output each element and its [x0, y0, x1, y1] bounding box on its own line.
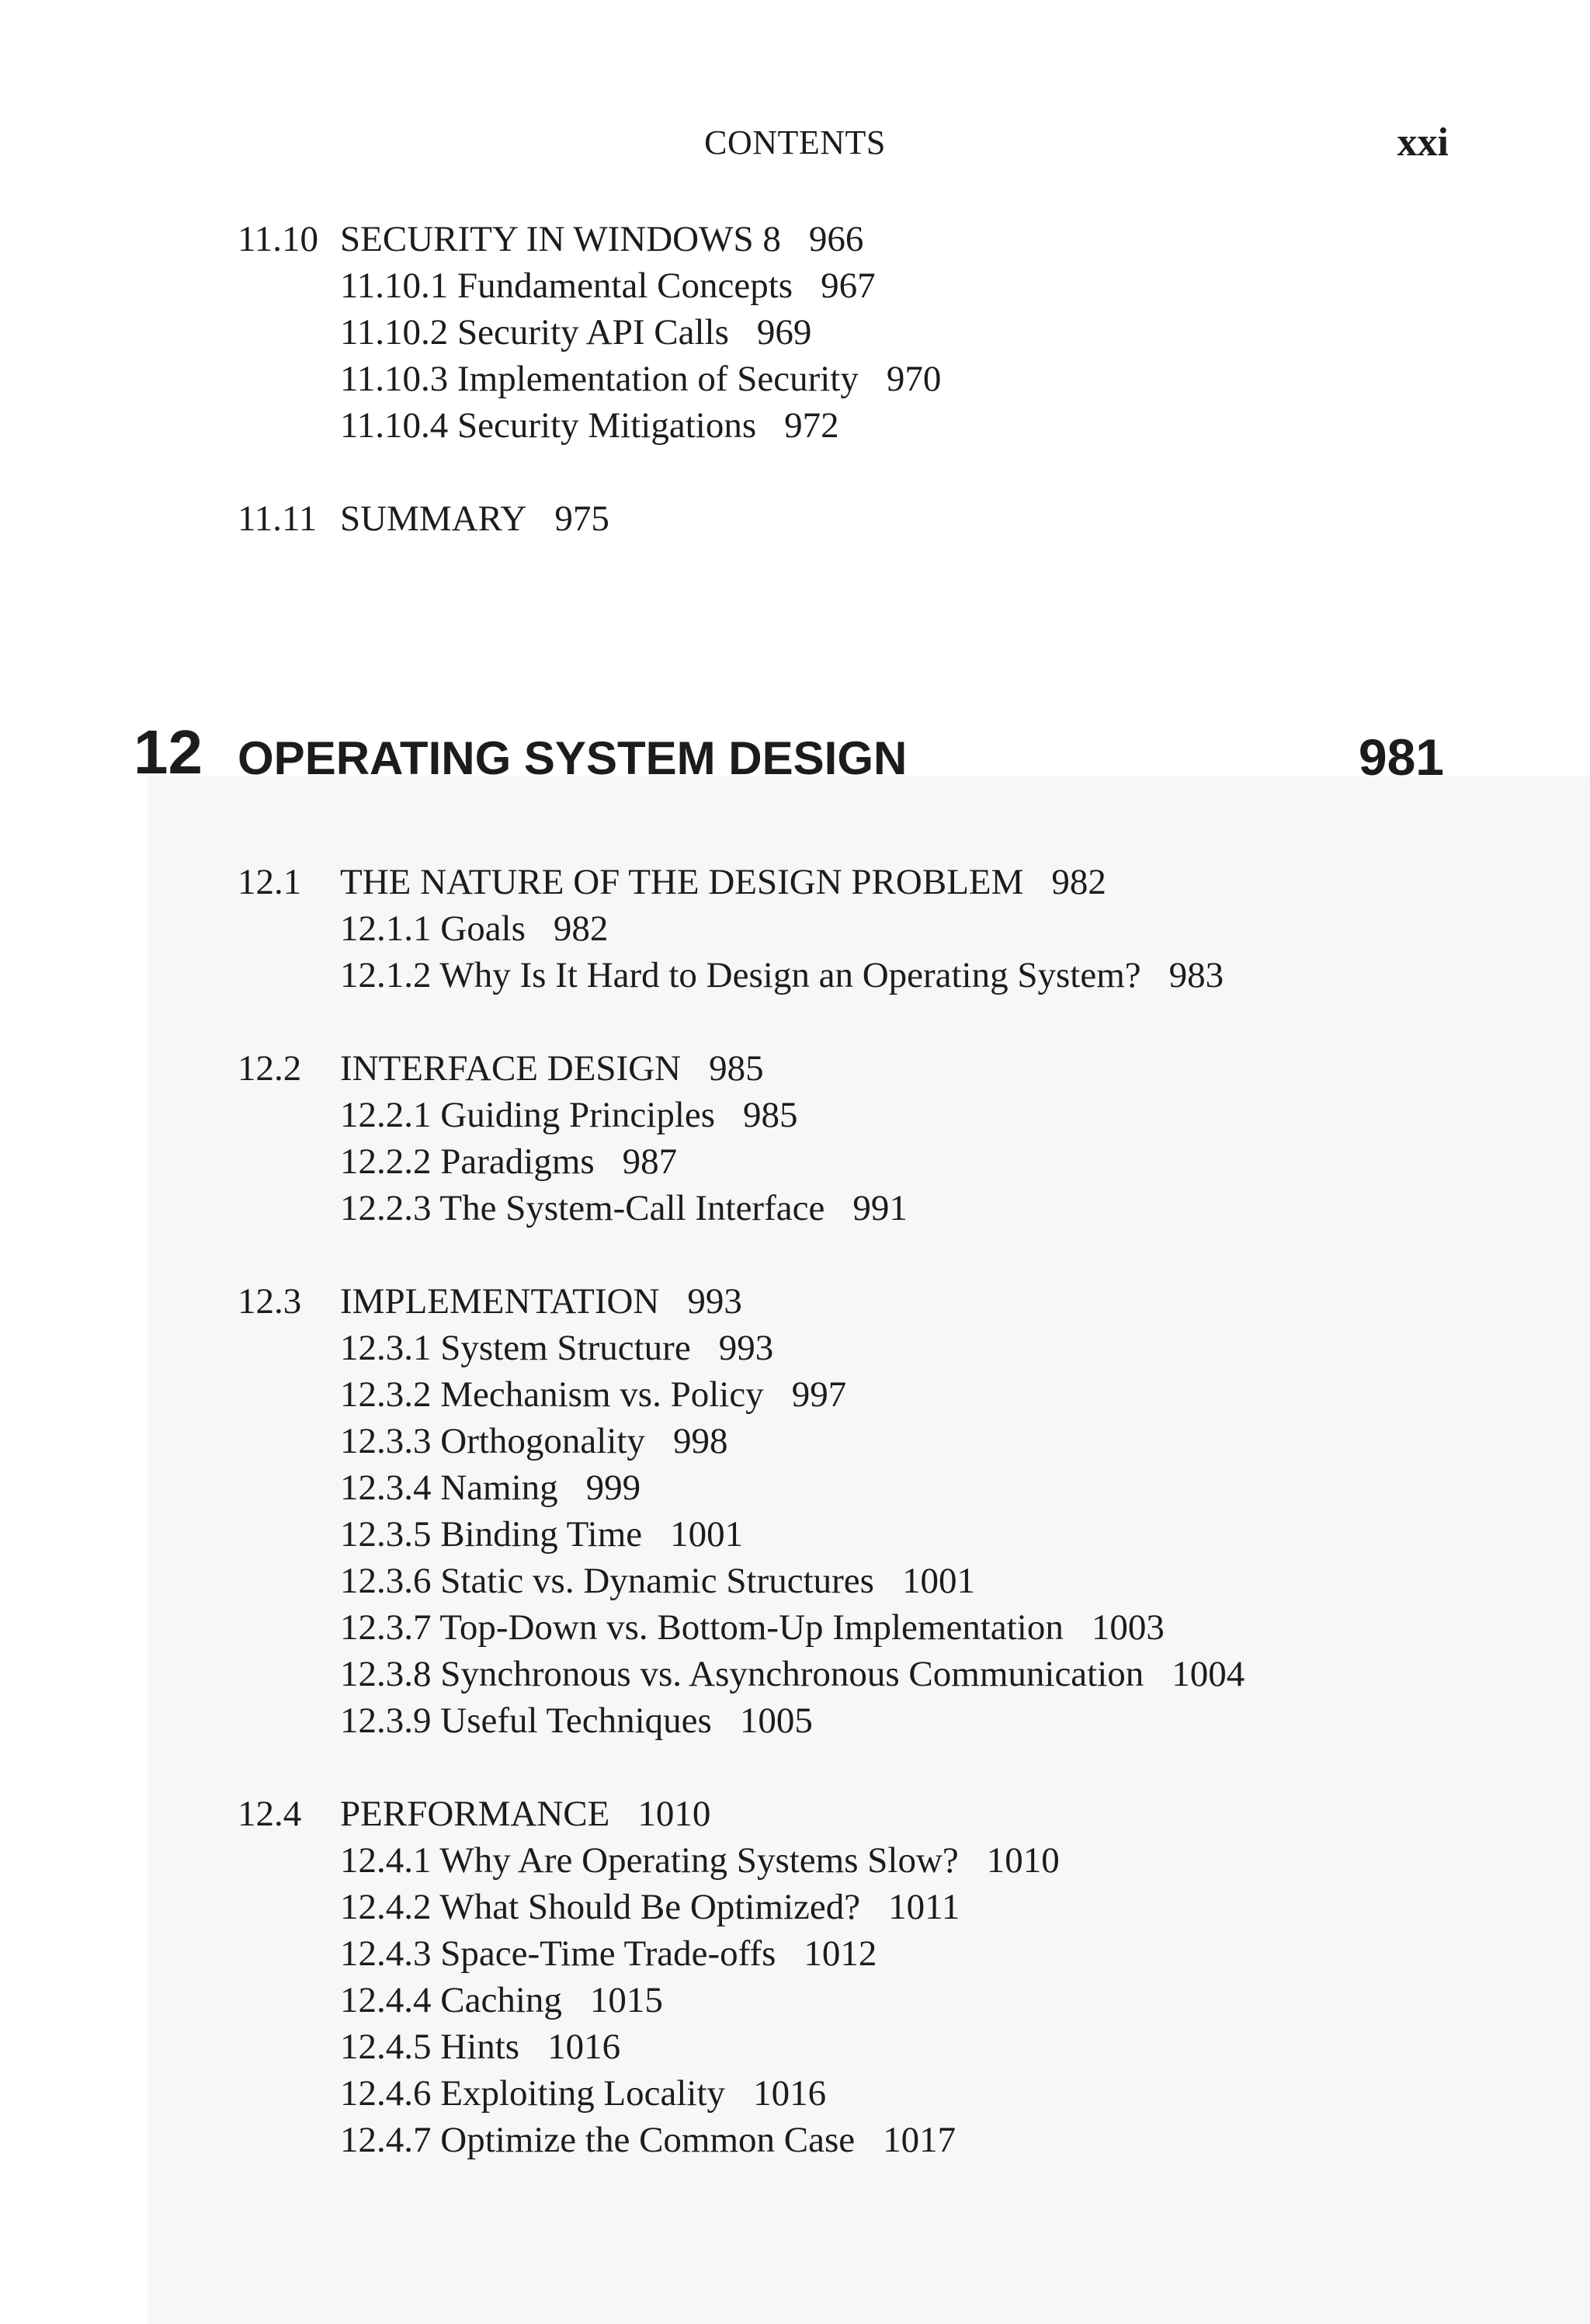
subsection-entry	[340, 2070, 826, 2117]
toc-section	[0, 859, 1590, 999]
toc-subsection-line[interactable]	[0, 1651, 1590, 1697]
section-title: SUMMARY	[340, 498, 527, 539]
chapter-page: 981	[1358, 728, 1444, 786]
subsection-page: 1012	[804, 1933, 877, 1974]
section-entry	[340, 495, 609, 542]
toc-subsection-line[interactable]	[0, 2070, 1590, 2117]
section-number: 11.10	[238, 219, 319, 259]
subsection-entry	[340, 1930, 877, 1977]
subsection-title: 11.10.4 Security Mitigations	[340, 405, 757, 446]
subsection-page: 985	[743, 1095, 798, 1135]
subsection-title: 12.1.2 Why Is It Hard to Design an Operating System?	[340, 955, 1141, 995]
subsection-title: 12.1.1 Goals	[340, 908, 526, 949]
subsection-page: 999	[585, 1468, 641, 1508]
subsection-title: 12.3.7 Top-Down vs. Bottom-Up Implementation	[340, 1607, 1064, 1648]
toc-subsection-line[interactable]	[0, 1604, 1590, 1651]
subsection-entry	[340, 1651, 1245, 1697]
subsection-entry	[340, 1511, 743, 1558]
toc-subsection-line[interactable]	[0, 1930, 1590, 1977]
toc-section	[0, 216, 1590, 449]
subsection-entry	[340, 1464, 641, 1511]
subsection-page: 1001	[901, 1561, 975, 1601]
subsection-title: 11.10.3 Implementation of Security	[340, 359, 859, 399]
section-title: SECURITY IN WINDOWS 8	[340, 219, 781, 259]
subsection-page: 967	[821, 266, 876, 306]
toc-section	[0, 1791, 1590, 2163]
subsection-entry	[340, 1697, 813, 1744]
subsection-entry	[340, 1837, 1060, 1884]
section-number: 12.2	[238, 1048, 302, 1089]
page-number: xxi	[1397, 120, 1449, 165]
section-number: 12.4	[238, 1794, 302, 1834]
subsection-title: 12.4.2 What Should Be Optimized?	[340, 1887, 861, 1927]
toc-subsection-line[interactable]	[0, 2117, 1590, 2163]
subsection-entry	[340, 1185, 908, 1231]
section-entry	[340, 216, 863, 262]
section-entry	[340, 1045, 764, 1092]
subsection-entry	[340, 952, 1224, 999]
subsection-entry	[340, 356, 941, 402]
toc-subsection-line[interactable]	[0, 402, 1590, 449]
subsection-title: 12.2.3 The System-Call Interface	[340, 1188, 825, 1228]
subsection-title: 12.3.6 Static vs. Dynamic Structures	[340, 1561, 874, 1601]
toc-subsection-line[interactable]	[0, 309, 1590, 356]
subsection-title: 11.10.1 Fundamental Concepts	[340, 266, 793, 306]
subsection-entry	[340, 1977, 663, 2024]
subsection-page: 997	[791, 1374, 847, 1415]
subsection-title: 12.3.1 System Structure	[340, 1328, 691, 1368]
subsection-page: 969	[756, 312, 812, 353]
toc-section-line[interactable]	[0, 495, 1590, 542]
toc-subsection-line[interactable]	[0, 1511, 1590, 1558]
toc-subsection-line[interactable]	[0, 2024, 1590, 2070]
toc-section-line[interactable]	[0, 1278, 1590, 1325]
section-page: 982	[1051, 862, 1106, 902]
subsection-page: 1017	[883, 2120, 956, 2160]
toc-subsection-line[interactable]	[0, 356, 1590, 402]
toc-section-line[interactable]	[0, 216, 1590, 262]
subsection-entry	[340, 2117, 956, 2163]
toc-subsection-line[interactable]	[0, 952, 1590, 999]
toc-subsection-line[interactable]	[0, 1977, 1590, 2024]
section-number: 11.11	[238, 498, 318, 539]
toc-section	[0, 1045, 1590, 1231]
subsection-title: 12.4.3 Space-Time Trade-offs	[340, 1933, 776, 1974]
subsection-entry	[340, 1138, 677, 1185]
toc-subsection-line[interactable]	[0, 1464, 1590, 1511]
toc-subsection-line[interactable]	[0, 1837, 1590, 1884]
subsection-page: 1016	[753, 2073, 827, 2114]
running-head	[0, 120, 1590, 169]
subsection-entry	[340, 1558, 975, 1604]
toc-subsection-line[interactable]	[0, 1558, 1590, 1604]
subsection-page: 991	[852, 1188, 908, 1228]
subsection-title: 12.4.5 Hints	[340, 2027, 520, 2067]
subsection-page: 1010	[986, 1840, 1060, 1881]
subsection-page: 1011	[888, 1887, 960, 1927]
subsection-page: 983	[1168, 955, 1224, 995]
chapter-title: OPERATING SYSTEM DESIGN	[238, 732, 908, 784]
toc-subsection-line[interactable]	[0, 1325, 1590, 1371]
toc-subsection-line[interactable]	[0, 1697, 1590, 1744]
subsection-entry	[340, 2024, 620, 2070]
toc-subsection-line[interactable]	[0, 1138, 1590, 1185]
subsection-entry	[340, 1418, 727, 1464]
subsection-entry	[340, 905, 608, 952]
subsection-title: 12.4.1 Why Are Operating Systems Slow?	[340, 1840, 959, 1881]
subsection-title: 12.3.4 Naming	[340, 1468, 558, 1508]
chapter-heading	[0, 717, 1590, 787]
subsection-title: 12.4.6 Exploiting Locality	[340, 2073, 726, 2114]
subsection-title: 11.10.2 Security API Calls	[340, 312, 729, 353]
subsection-page: 993	[718, 1328, 774, 1368]
subsection-page: 1004	[1172, 1654, 1245, 1694]
subsection-entry	[340, 309, 811, 356]
subsection-page: 1005	[739, 1700, 813, 1741]
chapter-number: 12	[134, 717, 203, 787]
section-entry	[340, 1278, 742, 1325]
toc-section-line[interactable]	[0, 1045, 1590, 1092]
toc-section-line[interactable]	[0, 1791, 1590, 1837]
subsection-page: 998	[672, 1421, 728, 1461]
toc-section	[0, 495, 1590, 542]
section-title: PERFORMANCE	[340, 1794, 610, 1834]
toc-subsection-line[interactable]	[0, 1371, 1590, 1418]
section-number: 12.3	[238, 1281, 302, 1322]
subsection-title: 12.3.5 Binding Time	[340, 1514, 643, 1555]
toc-subsection-line[interactable]	[0, 1884, 1590, 1930]
subsection-page: 970	[886, 359, 942, 399]
section-title: THE NATURE OF THE DESIGN PROBLEM	[340, 862, 1024, 902]
section-page: 993	[687, 1281, 742, 1322]
toc-section	[0, 1278, 1590, 1744]
subsection-title: 12.3.8 Synchronous vs. Asynchronous Communication	[340, 1654, 1144, 1694]
toc-subsection-line[interactable]	[0, 1185, 1590, 1231]
toc-subsection-line[interactable]	[0, 1418, 1590, 1464]
subsection-page: 1003	[1091, 1607, 1165, 1648]
subsection-title: 12.4.7 Optimize the Common Case	[340, 2120, 856, 2160]
subsection-entry	[340, 262, 876, 309]
subsection-page: 1016	[547, 2027, 621, 2067]
subsection-entry	[340, 1371, 846, 1418]
toc-subsection-line[interactable]	[0, 262, 1590, 309]
subsection-title: 12.3.9 Useful Techniques	[340, 1700, 712, 1741]
subsection-page: 1015	[589, 1980, 663, 2020]
subsection-title: 12.3.2 Mechanism vs. Policy	[340, 1374, 764, 1415]
subsection-title: 12.4.4 Caching	[340, 1980, 562, 2020]
section-entry	[340, 1791, 710, 1837]
subsection-entry	[340, 1604, 1165, 1651]
subsection-entry	[340, 1884, 960, 1930]
running-head-title: CONTENTS	[704, 123, 886, 162]
section-number: 12.1	[238, 862, 302, 902]
section-title: INTERFACE DESIGN	[340, 1048, 682, 1089]
section-page: 1010	[637, 1794, 711, 1834]
subsection-title: 12.2.2 Paradigms	[340, 1141, 595, 1182]
section-page: 966	[808, 219, 864, 259]
subsection-title: 12.2.1 Guiding Principles	[340, 1095, 716, 1135]
subsection-entry	[340, 402, 839, 449]
toc-section-line[interactable]	[0, 859, 1590, 905]
subsection-entry	[340, 1092, 798, 1138]
section-title: IMPLEMENTATION	[340, 1281, 660, 1322]
section-page: 975	[554, 498, 609, 539]
toc-subsection-line[interactable]	[0, 1092, 1590, 1138]
toc-subsection-line[interactable]	[0, 905, 1590, 952]
subsection-title: 12.3.3 Orthogonality	[340, 1421, 645, 1461]
section-entry	[340, 859, 1106, 905]
subsection-entry	[340, 1325, 773, 1371]
subsection-page: 987	[622, 1141, 678, 1182]
subsection-page: 982	[553, 908, 609, 949]
subsection-page: 1001	[670, 1514, 744, 1555]
subsection-page: 972	[784, 405, 839, 446]
section-page: 985	[709, 1048, 764, 1089]
